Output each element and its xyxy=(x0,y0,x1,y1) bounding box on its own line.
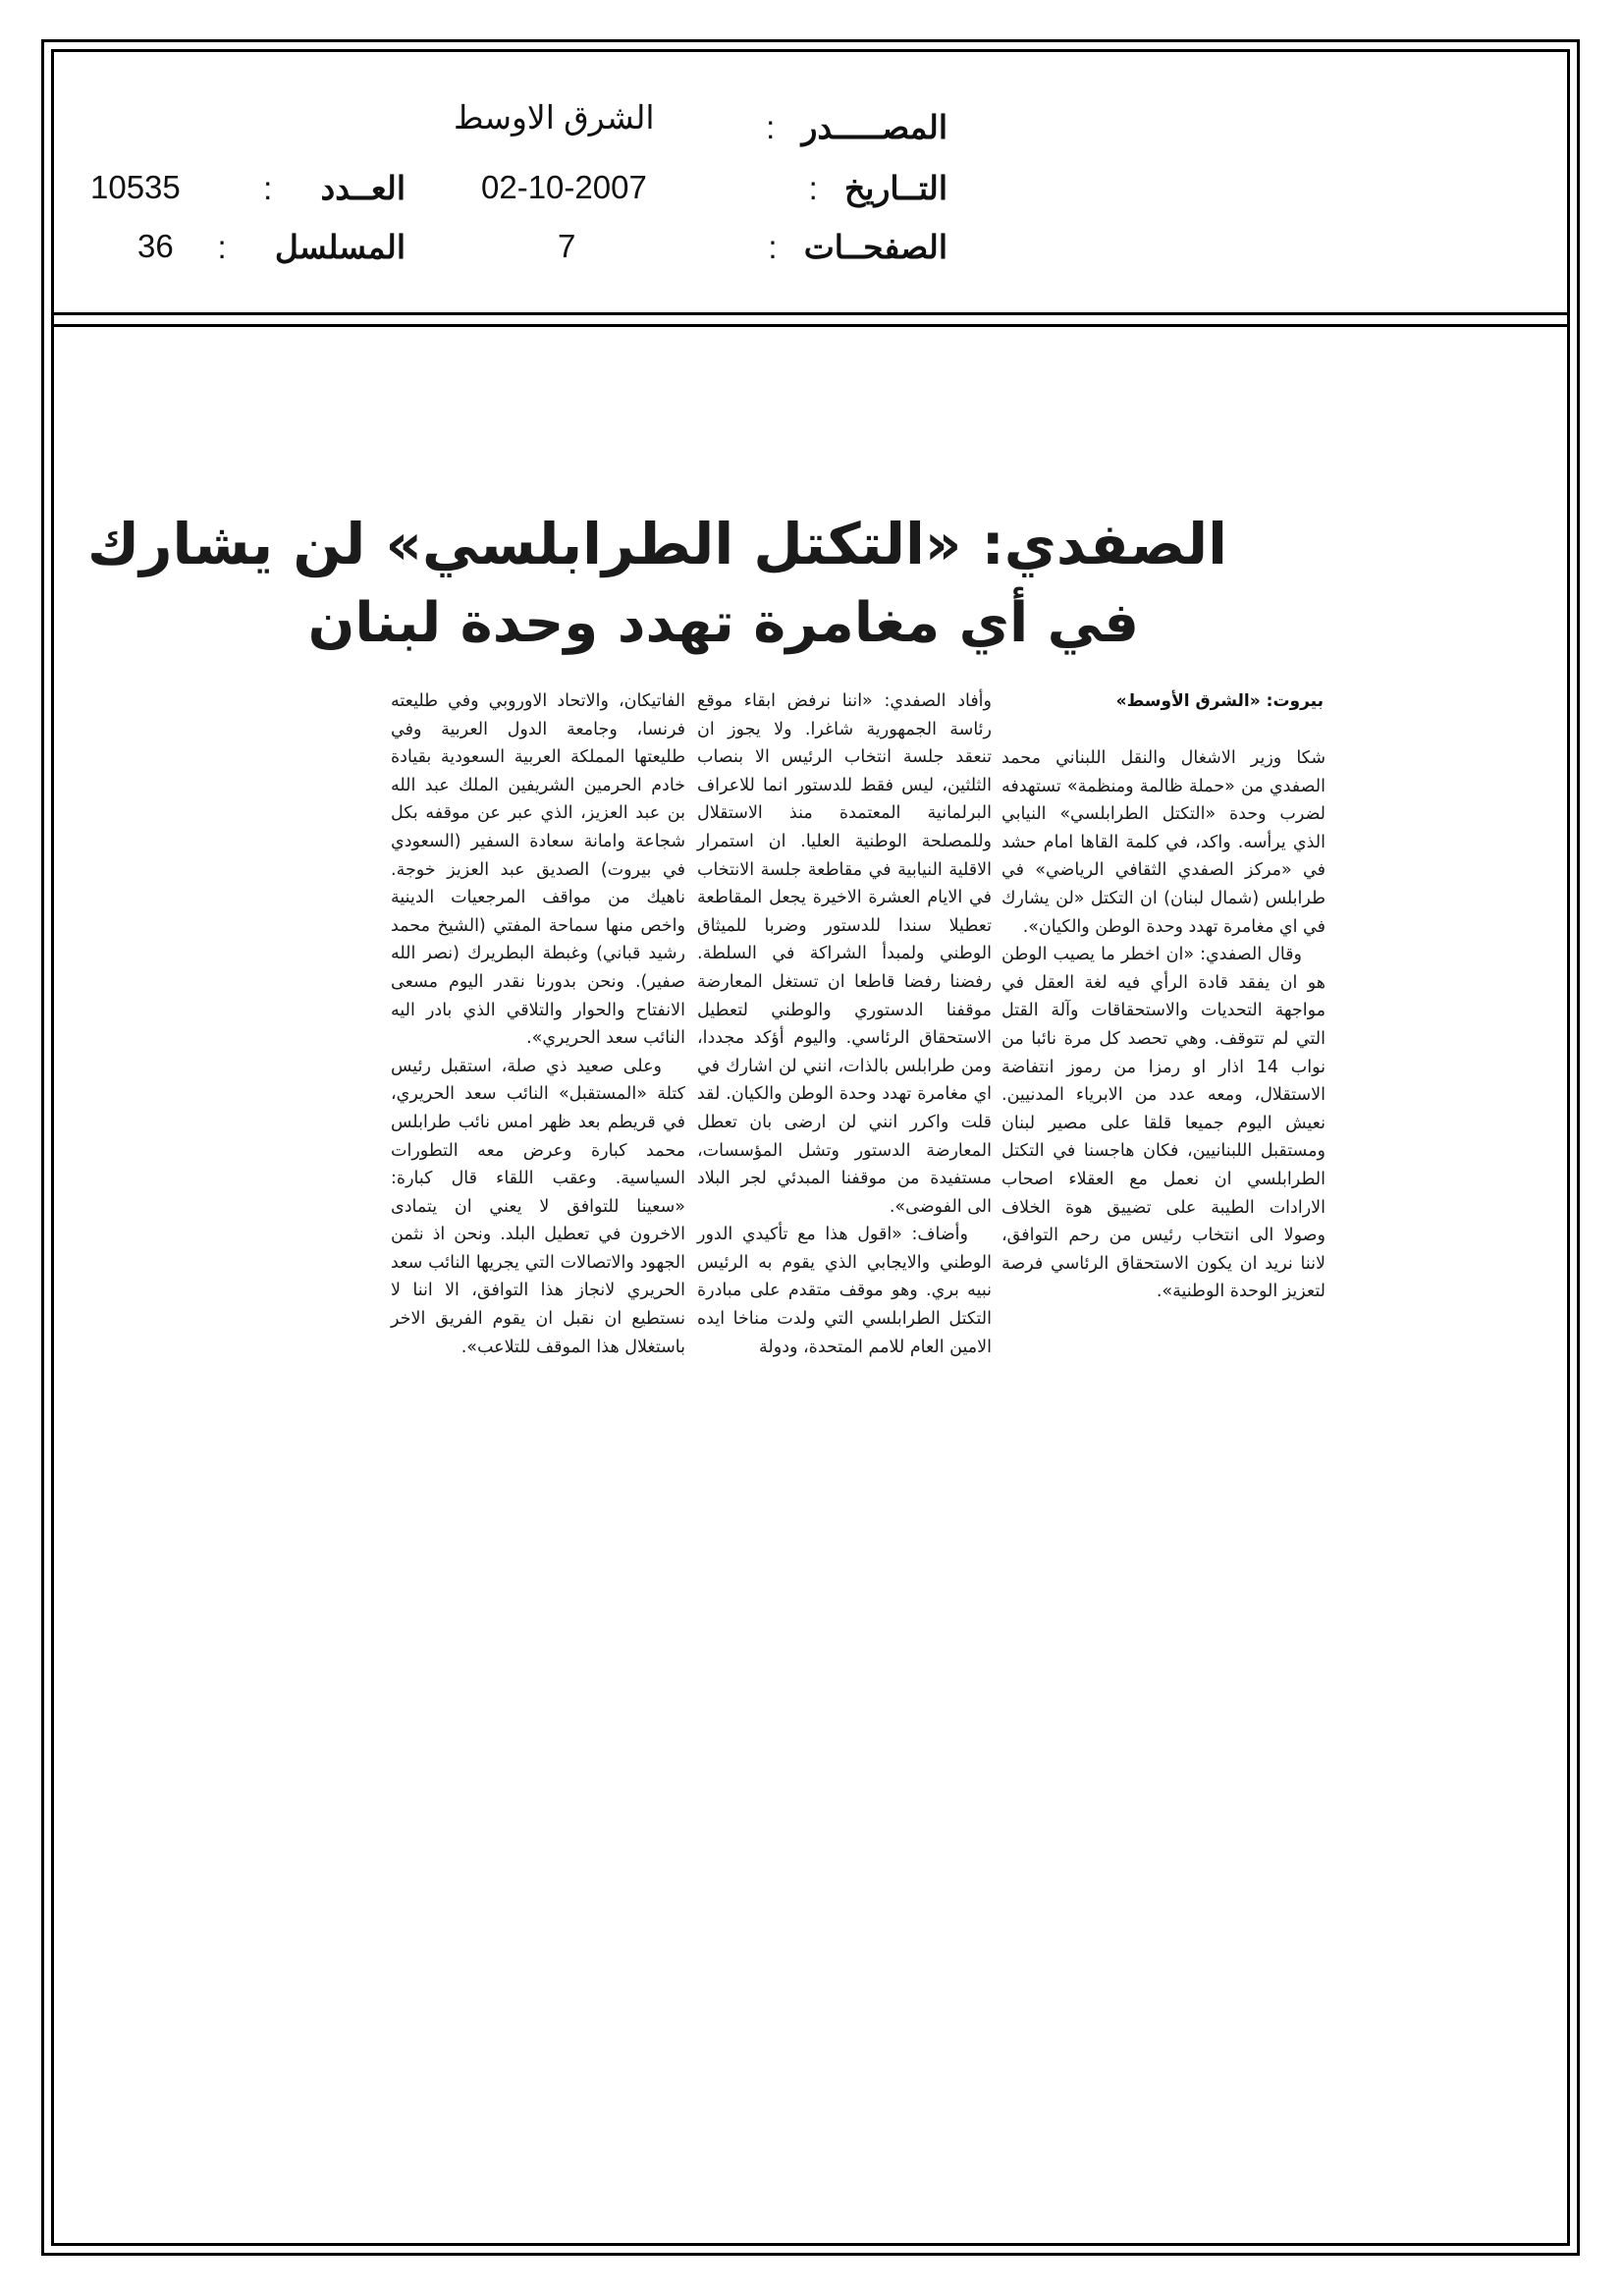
paragraph: وأضاف: «اقول هذا مع تأكيدي الدور الوطني والايجابي الذي يقوم به الرئيس نبيه بري. وهو موقف متقدم على مبادرة التكتل الطرابلسي التي ولدت مناخا ايده الامين العام للامم المتحدة، ودولة xyxy=(697,1225,992,1357)
source-value: الشرق الاوسط xyxy=(454,99,655,136)
issue-value: 10535 xyxy=(90,169,181,205)
date-label: التــاريخ : xyxy=(808,170,947,206)
header-divider-inner xyxy=(51,324,1570,327)
paragraph: وعلى صعيد ذي صلة، استقبل رئيس كتلة «المستقبل» النائب سعد الحريري، في قريطم بعد ظهر امس نائب طرابلس محمد كبارة وعرض معه التطورات السياسية. وعقب اللقاء قال كبارة: «سعينا للتوافق لا يعني ان يتمادى الاخرون في تعطيل البلد. ونحن اذ نثمن الجهود والاتصالات التي يجريها النائب سعد الحريري لانجاز هذا التوافق، الا اننا لا نستطيع ان نقبل ان يقوم الفريق الاخر باستغلال هذا الموقف للتلاعب». xyxy=(391,1056,685,1357)
pages-label: الصفحــات : xyxy=(768,229,947,265)
issue-label: العــدد : xyxy=(263,170,406,206)
article-column-1 xyxy=(1001,744,1325,1306)
source-label: المصـــــدر : xyxy=(766,109,947,145)
paragraph: الفاتيكان، والاتحاد الاوروبي وفي طليعته فرنسا، وجامعة الدول العربية وفي طليعتها المملكة العربية السعودية بقيادة خادم الحرمين الشريفين الملك عبد الله بن عبد العزيز، الذي عبر عن موقفه بكل شجاعة وامانة سعادة السفير (السعودي في بيروت) الصديق عبد العزيز خوجة. ناهيك من مواقف المرجعيات الدينية واخص منها سماحة المفتي (الشيخ محمد رشيد قباني) وغبطة البطريرك (نصر الله صفير). ونحن بدورنا نقدر اليوم مسعى الانفتاح والحوار والتلاقي الذي بادر اليه النائب سعد الحريري». xyxy=(391,691,685,1049)
headline-line-1: الصفدي: «التكتل الطرابلسي» لن يشارك xyxy=(87,511,1227,577)
pages-value: 7 xyxy=(558,228,576,264)
headline-line-2: في أي مغامرة تهدد وحدة لبنان xyxy=(307,591,1139,655)
article-column-3 xyxy=(391,687,685,1361)
header-divider xyxy=(51,312,1570,315)
article-column-2 xyxy=(697,687,992,1361)
paragraph: وأفاد الصفدي: «اننا نرفض ابقاء موقع رئاسة الجمهورية شاغرا. ولا يجوز ان تنعقد جلسة انتخاب الرئيس الا بنصاب الثلثين، ليس فقط للدستور انما للاعراف البرلمانية المعتمدة منذ الاستقلال وللمصلحة الوطنية العليا. ان استمرار الاقلية النيابية في مقاطعة جلسة الانتخاب في الايام العشرة الاخيرة يجعل المقاطعة تعطيلا سندا للدستور وضربا للميثاق الوطني ولمبدأ الشراكة في السلطة. رفضنا رفضا قاطعا ان تستغل المعارضة موقفنا الدستوري والوطني لتعطيل الاستحقاق الرئاسي. واليوم أؤكد مجددا، ومن طرابلس بالذات، انني لن اشارك في اي مغامرة تهدد وحدة الوطن والكيان. لقد قلت واكرر انني لن ارضى بان تعطل المعارضة الدستور وتشل المؤسسات، مستفيدة من موقفنا المبدئي لجر البلاد الى الفوضى». xyxy=(697,691,992,1217)
date-value: 02-10-2007 xyxy=(481,169,647,205)
paragraph: شكا وزير الاشغال والنقل اللبناني محمد الصفدي من «حملة ظالمة ومنظمة» تستهدفه لضرب وحدة «التكتل الطرابلسي» النيابي الذي يرأسه. واكد، في كلمة القاها امام حشد في «مركز الصفدي الثقافي الرياضي» في طرابلس (شمال لبنان) ان التكتل «لن يشارك في اي مغامرة تهدد وحدة الوطن والكيان». xyxy=(1001,748,1325,937)
paragraph: وقال الصفدي: «ان اخطر ما يصيب الوطن هو ان يفقد قادة الرأي فيه لغة العقل في مواجهة التحديات والاستحقاقات وآلة القتل التي لم تتوقف. وهي تحصد كل مرة نائبا من نواب 14 اذار او رمزا من رموز انتفاضة الاستقلال، ومعه عدد من الابرياء المدنيين. نعيش اليوم جميعا قلقا على مصير لبنان ومستقبل اللبنانيين، فكان هاجسنا في التكتل الطرابلسي ان نعمل مع العقلاء اصحاب الارادات الطيبة على تضييق هوة الخلاف وصولا الى انتخاب رئيس من رحم التوافق، لاننا نريد ان يكون الاستحقاق الرئاسي فرصة لتعزيز الوحدة الوطنية». xyxy=(1001,945,1326,1302)
serial-value: 36 xyxy=(137,228,174,264)
serial-label: المسلسل : xyxy=(217,229,406,265)
dateline: بيروت: «الشرق الأوسط» xyxy=(1115,691,1324,711)
